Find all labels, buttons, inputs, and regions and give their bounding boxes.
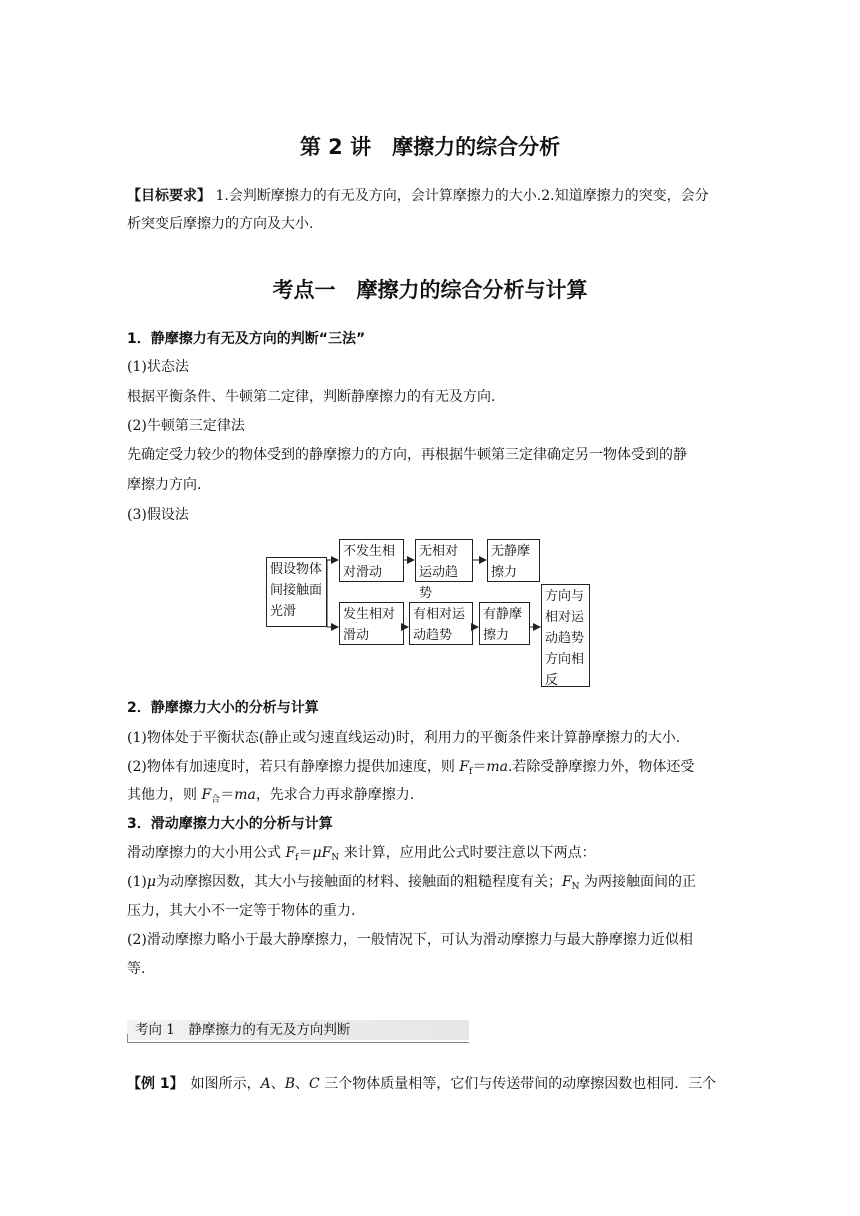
topic-tag-left-tick bbox=[127, 1034, 128, 1042]
s2-p3-F: F bbox=[201, 787, 212, 803]
s2-p2-eq: ＝ bbox=[472, 759, 487, 775]
example-text-a: 如图所示， bbox=[176, 1076, 261, 1092]
s2-heading: 2．静摩擦力大小的分析与计算 bbox=[127, 700, 319, 716]
goal-text-1: 1.会判断摩擦力的有无及方向，会计算摩擦力的大小.2.知道摩擦力的突变，会分 bbox=[215, 188, 709, 204]
flow-bottom-box-2: 有相对运动趋势 bbox=[409, 602, 473, 645]
s3-p1-eq: ＝ bbox=[298, 845, 313, 861]
s2-para-1: (1)物体处于平衡状态(静止或匀速直线运动)时，利用力的平衡条件来计算静摩擦力的大小. bbox=[127, 730, 681, 746]
example-sep-2: 、 bbox=[295, 1076, 310, 1092]
flow-bottom-box-3: 有静摩擦力 bbox=[479, 602, 530, 645]
s3-p1-N-sub: N bbox=[331, 853, 340, 863]
s3-p2-mu: μ bbox=[146, 874, 156, 890]
goal-label: 【目标要求】 bbox=[127, 188, 211, 204]
s3-p2-text-a: (1) bbox=[127, 874, 147, 890]
s3-p1-muF: μF bbox=[312, 845, 332, 861]
s1-heading: 1．静摩擦力有无及方向的判断“三法” bbox=[127, 331, 366, 347]
topic-tag-underline bbox=[127, 1042, 469, 1043]
s1-method3-label: (3)假设法 bbox=[127, 507, 189, 523]
s3-p2-F: F bbox=[561, 874, 572, 890]
s3-p1-F: F bbox=[285, 845, 296, 861]
s3-p2-text-b: 为动摩擦因数，其大小与接触面的材料、接触面的粗糙程度有关； bbox=[155, 874, 562, 890]
flow-top-box-3: 无静摩擦力 bbox=[487, 539, 540, 582]
example-A: A bbox=[260, 1076, 271, 1092]
s1-method1-text: 根据平衡条件、牛顿第二定律，判断静摩擦力的有无及方向. bbox=[127, 389, 496, 405]
example-C: C bbox=[309, 1076, 320, 1092]
s3-para-3: 压力，其大小不一定等于物体的重力. bbox=[127, 903, 356, 919]
s2-p2-text-b: .若除受静摩擦力外，物体还受 bbox=[507, 759, 695, 775]
example-B: B bbox=[284, 1076, 296, 1092]
s3-heading: 3．滑动摩擦力大小的分析与计算 bbox=[127, 816, 333, 832]
s2-p3-text-a: 其他力，则 bbox=[127, 787, 202, 803]
s3-p1-f-sub: f bbox=[295, 853, 299, 863]
flow-start-box: 假设物体间接触面光滑 bbox=[266, 557, 327, 627]
flow-top-box-2: 无相对运动趋势 bbox=[415, 539, 473, 582]
section-title: 考点一 摩擦力的综合分析与计算 bbox=[272, 278, 588, 302]
s2-p3-eq: ＝ bbox=[220, 787, 235, 803]
s3-p1-text-a: 滑动摩擦力的大小用公式 bbox=[127, 845, 286, 861]
s3-p2-text-c: 为两接触面间的正 bbox=[579, 874, 696, 890]
s2-p3-text-b: ，先求合力再求静摩擦力. bbox=[255, 787, 415, 803]
topic-tag-label: 考向 1 静摩擦力的有无及方向判断 bbox=[135, 1022, 351, 1038]
s3-para-1 bbox=[127, 842, 596, 869]
s1-method2-text-1: 先确定受力较少的物体受到的静摩擦力的方向，再根据牛顿第三定律确定另一物体受到的静 bbox=[127, 447, 687, 463]
flow-bottom-box-4: 方向与相对运动趋势方向相反 bbox=[541, 584, 590, 687]
s3-para-5: 等. bbox=[127, 961, 146, 977]
s2-p2-ma: ma bbox=[486, 759, 508, 775]
s1-method2-text-2: 摩擦力方向. bbox=[127, 477, 202, 493]
s3-para-4: (2)滑动摩擦力略小于最大静摩擦力，一般情况下，可认为滑动摩擦力与最大静摩擦力近似相 bbox=[127, 932, 693, 948]
s3-para-2 bbox=[127, 871, 696, 898]
s1-method2-label: (2)牛顿第三定律法 bbox=[127, 418, 245, 434]
page-title: 第 2 讲 摩擦力的综合分析 bbox=[299, 135, 561, 159]
flow-bottom-box-1: 发生相对滑动 bbox=[339, 602, 404, 645]
s2-p2-f-sub: f bbox=[469, 767, 473, 777]
s2-p3-he-sub: 合 bbox=[211, 795, 221, 805]
s2-p2-F: F bbox=[459, 759, 469, 775]
s2-para-3 bbox=[127, 784, 414, 811]
flow-top-box-1: 不发生相对滑动 bbox=[339, 539, 404, 582]
s3-p1-text-b: 来计算，应用此公式时要注意以下两点： bbox=[339, 845, 596, 861]
example-label: 【例 1】 bbox=[127, 1076, 177, 1092]
s1-method1-label: (1)状态法 bbox=[127, 359, 189, 375]
s2-p3-ma: ma bbox=[234, 787, 256, 803]
example-line bbox=[127, 1073, 716, 1095]
s2-p2-text-a: (2)物体有加速度时，若只有静摩擦力提供加速度，则 bbox=[127, 759, 460, 775]
s2-para-2 bbox=[127, 756, 694, 783]
goal-line-2: 析突变后摩擦力的方向及大小. bbox=[127, 216, 314, 232]
example-sep-1: 、 bbox=[270, 1076, 285, 1092]
s3-p2-N-sub: N bbox=[571, 882, 580, 892]
example-text-b: 三个物体质量相等，它们与传送带间的动摩擦因数也相同．三个 bbox=[319, 1076, 717, 1092]
